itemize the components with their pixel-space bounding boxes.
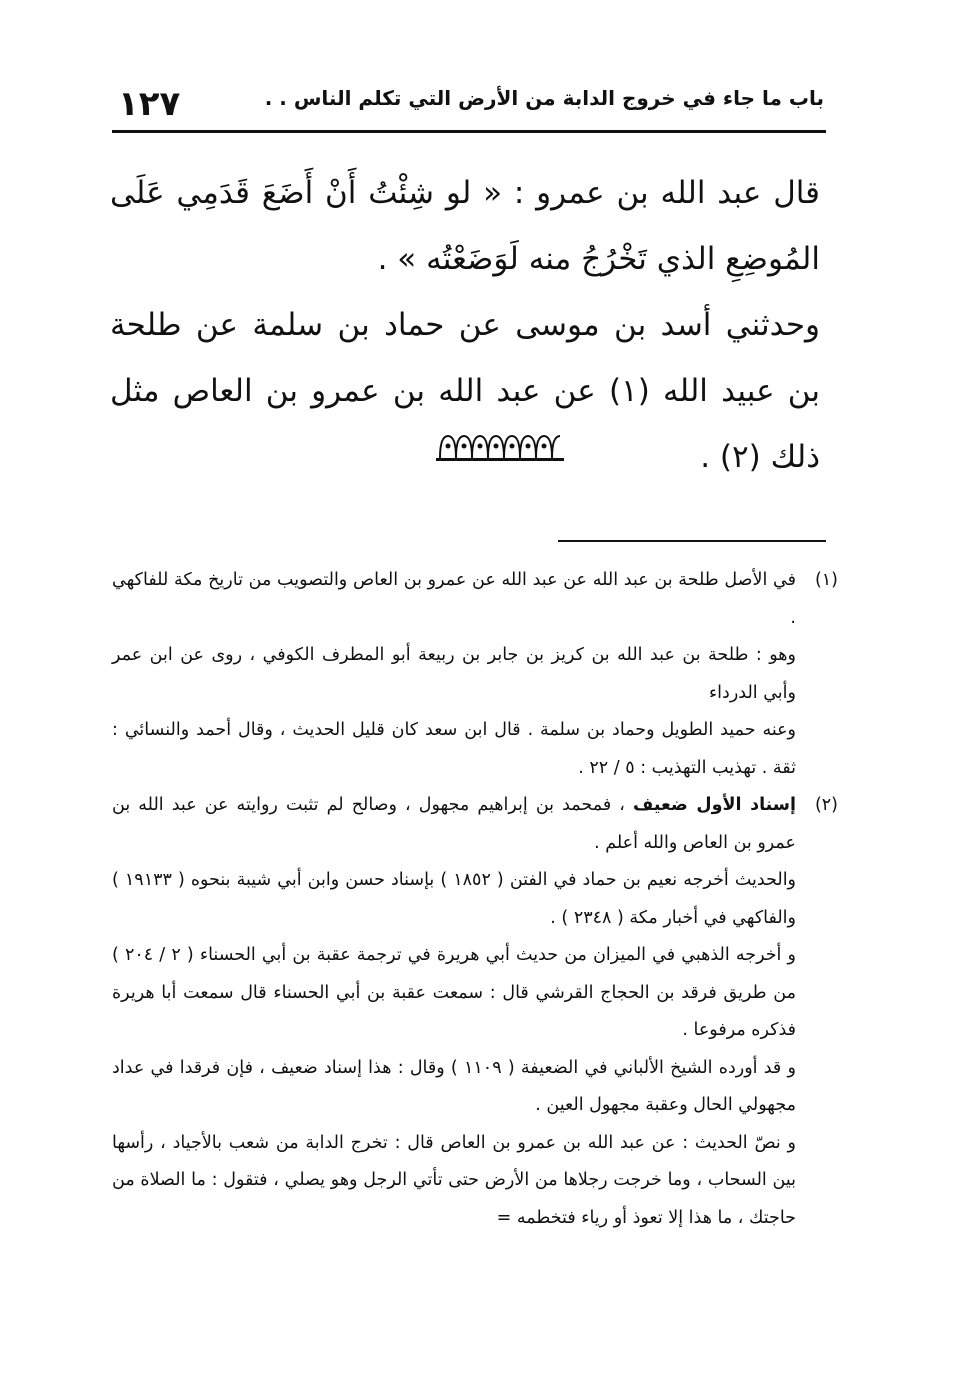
footnote-paragraph: في الأصل طلحة بن عبد الله عن عبد الله عن عمرو بن العاص والتصويب من تاريخ مكة للفاكهي . [112, 570, 796, 628]
footnote-2 [112, 787, 838, 1237]
page-header [118, 78, 824, 130]
main-paragraph: وحدثني أسد بن موسى عن حماد بن سلمة عن طلحة بن عبيد الله (١) عن عبد الله بن عمرو بن العاص مثل ذلك (٢) . [110, 307, 820, 475]
footnote-marker: (١) [814, 570, 838, 590]
footnote-paragraph: و قد أورده الشيخ الألباني في الضعيفة ( ١١٠٩ ) وقال : هذا إسناد ضعيف ، فإن فرقدا في عداد مجهولي الحال وعقبة مجهول العين . [112, 1057, 796, 1115]
footnotes [112, 562, 838, 1237]
footnote-paragraph: و نصّ الحديث : عن عبد الله بن عمرو بن العاص قال : تخرج الدابة من شعب بالأجياد ، رأسها بين السحاب ، وما خرجت رجلاها من الأرض حتى تأتي الرجل وهو يصلي ، فتقول : ما الصلاة من حاجتك ، ما هذا إلا تعوذ أو رياء فتخطمه = [112, 1132, 796, 1228]
section-ornament [436, 428, 564, 464]
footnote-paragraph: والحديث أخرجه نعيم بن حماد في الفتن ( ١٨٥٢ ) بإسناد حسن وابن أبي شيبة بنحوه ( ١٩١٣٣ ) والفاكهي في أخبار مكة ( ٢٣٤٨ ) . [112, 870, 797, 928]
page-number: ١٢٧ [118, 84, 181, 124]
footnote-marker: (٢) [814, 795, 838, 815]
footnote-lead-bold: إسناد الأول ضعيف [633, 795, 797, 815]
main-paragraph: قال عبد الله بن عمرو : « لو شِئْتُ أَنْ أَضَعَ قَدَمِي عَلَى المُوضِعِ الذي تَخْرُجُ منه لَوَضَعْتُه » . [110, 175, 820, 277]
footnote-paragraph: وهو : طلحة بن عبد الله بن كريز بن جابر بن ربيعة أبو المطرف الكوفي ، روى عن ابن عمر وأبي الدرداء [112, 645, 796, 703]
footnote-lead [112, 787, 796, 862]
footnote-lead-rest: ، فمحمد بن إبراهيم مجهول ، وصالح لم تثبت روايته عن عبد الله بن عمرو بن العاص والله أعلم . [112, 795, 796, 853]
footnote-paragraph: و أخرجه الذهبي في الميزان من حديث أبي هريرة في ترجمة عقبة بن أبي الحسناء ( ٢ / ٢٠٤ ) من طريق فرقد بن الحجاج القرشي قال : سمعت عقبة بن أبي الحسناء قال سمعت أبا هريرة فذكره مرفوعا . [112, 945, 796, 1040]
footnote-1 [112, 562, 838, 787]
footnote-body [112, 562, 796, 787]
footnote-body [112, 787, 796, 1237]
header-rule [112, 130, 826, 133]
footnote-paragraph: وعنه حميد الطويل وحماد بن سلمة . قال ابن سعد كان قليل الحديث ، وقال أحمد والنسائي : ثقة . تهذيب التهذيب : ٥ / ٢٢ . [112, 720, 796, 778]
running-title: باب ما جاء في خروج الدابة من الأرض التي تكلم الناس . . [264, 86, 824, 110]
footnote-separator [558, 540, 826, 542]
